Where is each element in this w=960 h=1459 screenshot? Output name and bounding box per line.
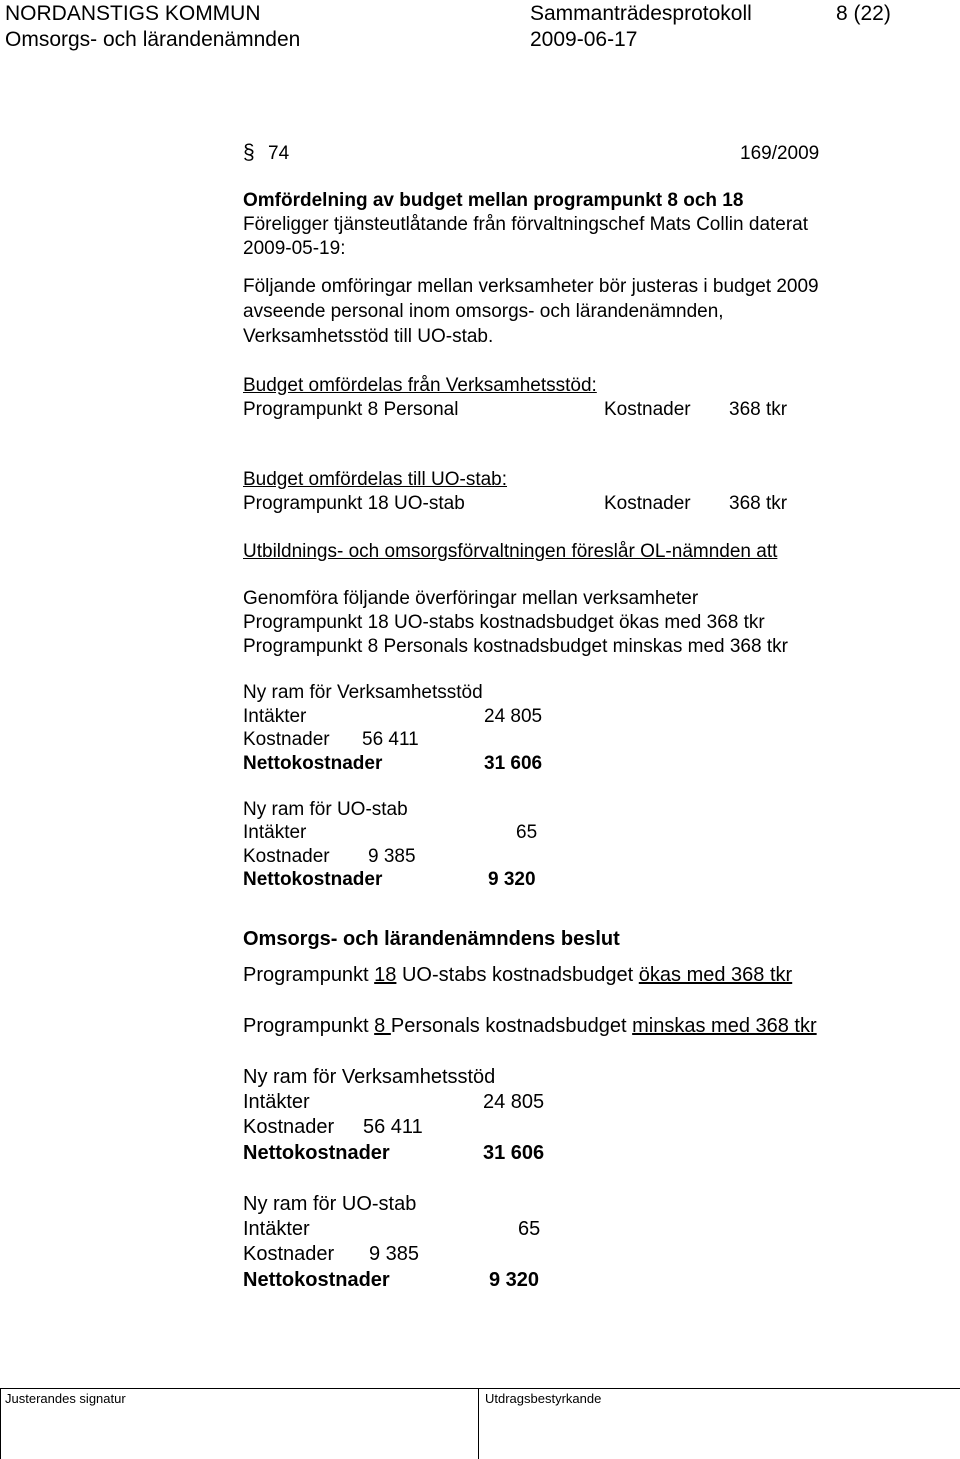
from-block-type: Kostnader: [604, 399, 691, 420]
certified-extract-label: Utdragsbestyrkande: [485, 1391, 602, 1406]
net-cost-label: Nettokostnader: [243, 869, 383, 890]
to-block-item: Programpunkt 18 UO-stab: [243, 493, 465, 514]
footer-column-divider: [478, 1388, 479, 1459]
income-label: Intäkter: [243, 706, 307, 727]
frame-title: Ny ram för UO-stab: [243, 1193, 417, 1215]
decision-program-number: 8: [374, 1015, 391, 1037]
cost-label: Kostnader: [243, 1116, 335, 1138]
section-title: Omfördelning av budget mellan programpunkt 8 och 18: [243, 190, 744, 211]
paragraph-line: avseende personal inom omsorgs- och lärandenämnden,: [243, 301, 724, 322]
cost-label: Kostnader: [243, 846, 330, 867]
section-symbol: §: [243, 141, 255, 164]
decision-heading: Omsorgs- och lärandenämndens beslut: [243, 928, 620, 950]
paragraph-line: Följande omföringar mellan verksamheter bör justeras i budget 2009: [243, 276, 819, 297]
net-cost-value: 9 320: [489, 1269, 540, 1291]
intro-line: 2009-05-19:: [243, 238, 346, 259]
proposal-line: Genomföra följande överföringar mellan verksamheter: [243, 588, 699, 609]
paragraph-line: Verksamhetsstöd till UO-stab.: [243, 326, 494, 347]
meeting-date: 2009-06-17: [530, 28, 638, 51]
net-cost-label: Nettokostnader: [243, 753, 383, 774]
to-block-amount: 368 tkr: [729, 493, 788, 514]
net-cost-value: 9 320: [488, 869, 536, 890]
proposal-heading: Utbildnings- och omsorgsförvaltningen föreslår OL-nämnden att: [243, 541, 778, 562]
decision-text: Programpunkt: [243, 1015, 375, 1037]
decision-change: minskas med 368 tkr: [632, 1015, 817, 1037]
cost-value: 56 411: [363, 1116, 423, 1138]
to-block-type: Kostnader: [604, 493, 691, 514]
intro-line: Föreligger tjänsteutlåtande från förvaltningschef Mats Collin daterat: [243, 214, 809, 235]
income-value: 65: [518, 1218, 541, 1240]
organization-name: NORDANSTIGS KOMMUN: [5, 2, 261, 25]
footer-divider: [0, 1388, 960, 1389]
document-type: Sammanträdesprotokoll: [530, 2, 752, 25]
frame-title: Ny ram för Verksamhetsstöd: [243, 1066, 496, 1088]
decision-text: Personals kostnadsbudget: [390, 1015, 633, 1037]
income-label: Intäkter: [243, 1091, 310, 1113]
from-block-amount: 368 tkr: [729, 399, 788, 420]
net-cost-value: 31 606: [484, 753, 543, 774]
section-number: 74: [268, 143, 290, 164]
committee-name: Omsorgs- och lärandenämnden: [5, 28, 301, 51]
cost-value: 9 385: [369, 1243, 420, 1265]
case-reference: 169/2009: [740, 143, 820, 164]
from-block-heading: Budget omfördelas från Verksamhetsstöd:: [243, 375, 597, 396]
income-label: Intäkter: [243, 822, 307, 843]
footer-left-border: [0, 1388, 1, 1459]
proposal-line: Programpunkt 8 Personals kostnadsbudget minskas med 368 tkr: [243, 636, 788, 657]
income-value: 24 805: [484, 706, 543, 727]
page-number: 8 (22): [836, 2, 891, 25]
frame-title: Ny ram för Verksamhetsstöd: [243, 682, 483, 703]
cost-value: 9 385: [368, 846, 416, 867]
cost-value: 56 411: [362, 729, 419, 750]
decision-line-1: [243, 962, 792, 988]
proposal-line: Programpunkt 18 UO-stabs kostnadsbudget ökas med 368 tkr: [243, 612, 765, 633]
cost-label: Kostnader: [243, 1243, 335, 1265]
income-value: 65: [516, 822, 538, 843]
decision-line-2: [243, 1013, 817, 1039]
to-block-heading: Budget omfördelas till UO-stab:: [243, 469, 508, 490]
net-cost-label: Nettokostnader: [243, 1142, 390, 1164]
decision-change: ökas med 368 tkr: [638, 964, 793, 986]
decision-program-number: 18: [374, 964, 397, 986]
signature-label: Justerandes signatur: [5, 1391, 126, 1406]
net-cost-value: 31 606: [483, 1142, 545, 1164]
net-cost-label: Nettokostnader: [243, 1269, 390, 1291]
decision-text: UO-stabs kostnadsbudget: [396, 964, 639, 986]
decision-text: Programpunkt: [243, 964, 375, 986]
cost-label: Kostnader: [243, 729, 330, 750]
from-block-item: Programpunkt 8 Personal: [243, 399, 459, 420]
income-label: Intäkter: [243, 1218, 310, 1240]
income-value: 24 805: [483, 1091, 545, 1113]
frame-title: Ny ram för UO-stab: [243, 799, 408, 820]
